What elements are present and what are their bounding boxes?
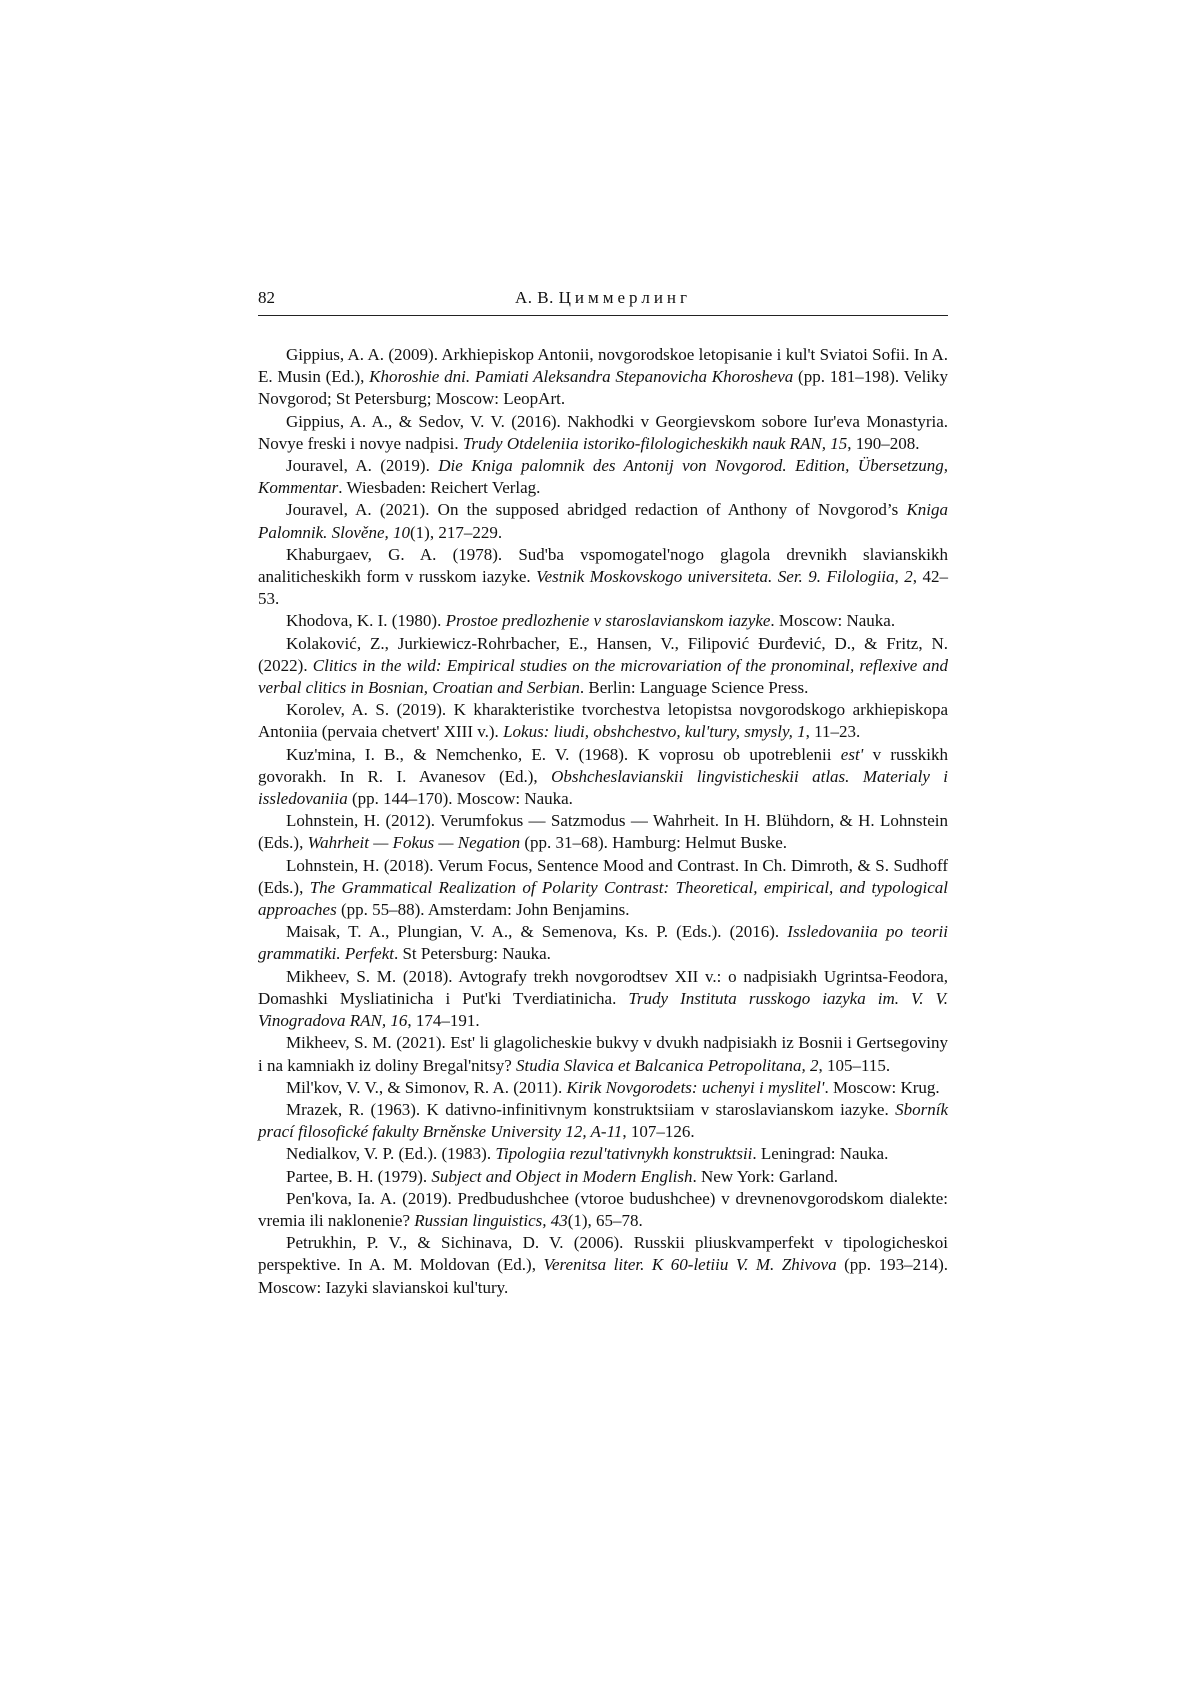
reference-entry: [258, 1099, 948, 1143]
reference-title-italic: Studia Slavica et Balcanica Petropolitana, 2: [516, 1055, 819, 1075]
reference-entry: [258, 499, 948, 543]
reference-title-italic: Khoroshie dni. Pamiati Aleksandra Stepanovicha Khorosheva: [369, 367, 794, 387]
reference-title-italic: Vestnik Moskovskogo universiteta. Ser. 9. Filologiia, 2: [536, 567, 913, 587]
reference-entry: [258, 1032, 948, 1076]
reference-entry: [258, 699, 948, 743]
reference-text: . Berlin: Language Science Press.: [579, 678, 809, 698]
reference-text: , 174–191.: [407, 1011, 480, 1031]
reference-text: , 105–115.: [818, 1055, 891, 1075]
reference-text: Kolaković, Z., Jurkiewicz-Rohrbacher, E., Hansen, V., Filipović Đurđević, D., & Fritz, N. (2022).: [258, 633, 948, 675]
author-initials: А. В.: [515, 288, 554, 307]
reference-title-italic: Clitics in the wild: Empirical studies on the microvariation of the pronominal, reflexive and verbal clitics in Bosnian, Croatian and Serbian: [258, 655, 948, 698]
journal-page: [258, 285, 948, 1299]
reference-title-italic: Verenitsa liter. K 60-letiiu V. M. Zhivova: [543, 1255, 837, 1275]
reference-title-italic: Wahrheit — Fokus — Negation: [307, 833, 521, 853]
reference-text: Lohnstein, H. (2018). Verum Focus, Sentence Mood and Contrast. In Ch. Dimroth, & S. Sudhoff (Eds.),: [258, 855, 948, 897]
reference-title-italic: Kniga Palomnik. Slověne, 10: [258, 500, 948, 542]
reference-text: (pp. 55–88). Amsterdam: John Benjamins.: [336, 900, 630, 920]
reference-entry: [258, 921, 948, 965]
reference-entry: [258, 344, 948, 411]
reference-title-italic: Issledovaniia po teorii grammatiki. Perfekt: [258, 922, 948, 964]
reference-text: . Leningrad: Nauka.: [752, 1144, 889, 1164]
reference-text: Mikheev, S. M. (2021). Est' li glagolicheskie bukvy v dvukh nadpisiakh iz Bosnii i Gertsegoviny i na kamniakh iz doliny Bregal'nitsy?: [258, 1033, 948, 1075]
reference-text: Jouravel, A. (2019).: [286, 456, 439, 476]
author-surname: Циммерлинг: [558, 288, 691, 307]
reference-entry: [258, 610, 948, 632]
reference-entry: [258, 1166, 948, 1188]
reference-entry: [258, 966, 948, 1033]
reference-text: Mrazek, R. (1963). K dativno-infinitivnym konstruktsiiam v staroslavianskom iazyke.: [286, 1099, 896, 1119]
reference-text: Lohnstein, H. (2012). Verumfokus — Satzmodus — Wahrheit. In H. Blühdorn, & H. Lohnstein (Eds.),: [258, 811, 948, 853]
reference-text: , 107–126.: [622, 1122, 695, 1142]
reference-text: Mikheev, S. M. (2018). Avtografy trekh novgorodtsev XII v.: o nadpisiakh Ugrintsa-Feodora, Domashki Mysliatinicha i Put'ki Tverdiatinicha.: [258, 966, 948, 1008]
reference-entry: [258, 855, 948, 922]
reference-text: v russkikh govorakh. In R. I. Avanesov (Ed.),: [258, 744, 948, 786]
running-title: [258, 288, 948, 308]
reference-text: . Moscow: Krug.: [824, 1077, 940, 1097]
reference-title-italic: Tipologiia rezul'tativnykh konstruktsii: [495, 1144, 753, 1164]
reference-entry: [258, 633, 948, 700]
reference-text: Petrukhin, P. V., & Sichinava, D. V. (2006). Russkii pliuskvamperfekt v tipologicheskoi perspektive. In A. M. Moldovan (Ed.),: [258, 1233, 948, 1275]
reference-text: , 11–23.: [805, 722, 861, 742]
reference-text: , 42–53.: [258, 567, 949, 609]
running-header: [258, 285, 948, 316]
reference-entry: [258, 544, 948, 611]
reference-text: (1), 65–78.: [567, 1210, 643, 1230]
reference-title-italic: Trudy Instituta russkogo iazyka im. V. V. Vinogradova RAN, 16: [258, 988, 948, 1031]
reference-title-italic: Prostoe predlozhenie v staroslavianskom iazyke: [445, 611, 771, 631]
reference-text: Gippius, A. A. (2009). Arkhiepiskop Antonii, novgorodskoe letopisanie i kul't Sviatoi Sofii. In A. E. Musin (Ed.),: [258, 345, 948, 387]
reference-entry: [258, 1188, 948, 1232]
reference-text: Partee, B. H. (1979).: [286, 1166, 432, 1186]
reference-text: . New York: Garland.: [692, 1166, 838, 1186]
reference-text: . Moscow: Nauka.: [770, 611, 896, 631]
reference-title-italic: Trudy Otdeleniia istoriko-filologicheskikh nauk RAN, 15: [462, 433, 848, 453]
reference-text: (1), 217–229.: [410, 522, 503, 542]
reference-title-italic: Subject and Object in Modern English: [431, 1166, 693, 1186]
reference-entry: [258, 1232, 948, 1299]
reference-text: Jouravel, A. (2021). On the supposed abridged redaction of Anthony of Novgorod’s: [286, 500, 907, 520]
reference-text: (pp. 144–170). Moscow: Nauka.: [347, 789, 573, 809]
reference-title-italic: Russian linguistics, 43: [414, 1210, 568, 1230]
reference-title-italic: Lokus: liudi, obshchestvo, kul'tury, smysly, 1: [503, 722, 806, 742]
reference-entry: [258, 744, 948, 811]
reference-list: [258, 344, 948, 1299]
reference-title-italic: est': [840, 744, 864, 764]
reference-entry: [258, 411, 948, 455]
reference-text: Nedialkov, V. P. (Ed.). (1983).: [286, 1144, 496, 1164]
reference-entry: [258, 455, 948, 499]
page-number: 82: [258, 288, 275, 307]
reference-text: Korolev, A. S. (2019). K kharakteristike tvorchestva letopistsa novgorodskogo arkhiepiskopa Antoniia (pervaia chetvert' XIII v.).: [258, 700, 948, 742]
reference-text: , 190–208.: [847, 433, 920, 453]
reference-title-italic: Obshcheslavianskii lingvisticheskii atlas. Materialy i issledovaniia: [258, 766, 948, 809]
reference-entry: [258, 1143, 948, 1165]
reference-text: (pp. 181–198). Veliky Novgorod; St Petersburg; Moscow: LeopArt.: [258, 367, 949, 409]
reference-title-italic: The Grammatical Realization of Polarity Contrast: Theoretical, empirical, and typological approaches: [258, 877, 948, 920]
reference-text: (pp. 31–68). Hamburg: Helmut Buske.: [520, 833, 788, 853]
reference-title-italic: Die Kniga palomnik des Antonij von Novgorod. Edition, Übersetzung, Kommentar: [258, 456, 948, 498]
reference-text: Khaburgaev, G. A. (1978). Sud'ba vspomogatel'nogo glagola drevnikh slavianskikh analiticheskikh form v russkom iazyke.: [258, 544, 948, 587]
reference-text: Khodova, K. I. (1980).: [286, 611, 446, 631]
reference-text: Pen'kova, Ia. A. (2019). Predbudushchee (vtoroe budushchee) v drevnenovgorodskom dialekte: vremia ili naklonenie?: [258, 1188, 948, 1230]
reference-text: Mil'kov, V. V., & Simonov, R. A. (2011).: [286, 1077, 567, 1097]
reference-text: . Wiesbaden: Reichert Verlag.: [338, 478, 541, 498]
reference-text: Maisak, T. A., Plungian, V. A., & Semenova, Ks. P. (Eds.). (2016).: [286, 922, 788, 942]
reference-title-italic: Sborník prací filosofické fakulty Brněnske University 12, A-11: [258, 1099, 948, 1142]
reference-text: Gippius, A. A., & Sedov, V. V. (2016). Nakhodki v Georgievskom sobore Iur'eva Monastyria. Novye freski i novye nadpisi.: [258, 411, 948, 453]
reference-text: . St Petersburg: Nauka.: [393, 944, 551, 964]
reference-title-italic: Kirik Novgorodets: uchenyi i myslitel': [566, 1077, 825, 1097]
reference-text: Kuz'mina, I. B., & Nemchenko, E. V. (1968). K voprosu ob upotreblenii: [286, 744, 841, 764]
reference-text: (pp. 193–214). Moscow: Iazyki slavianskoi kul'tury.: [258, 1255, 948, 1297]
reference-entry: [258, 810, 948, 854]
reference-entry: [258, 1077, 948, 1099]
